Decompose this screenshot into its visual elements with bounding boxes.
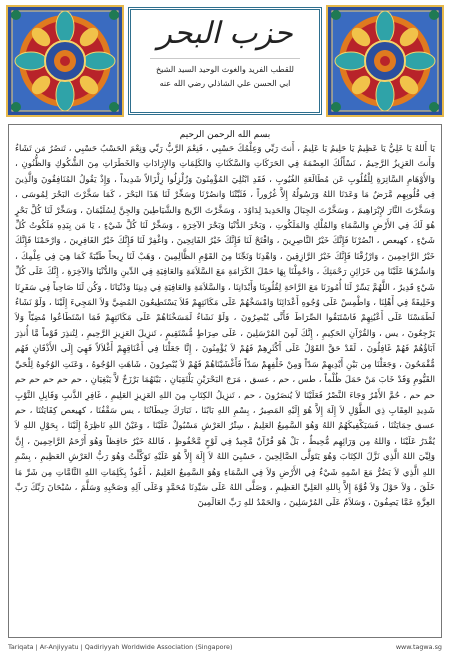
title-box [128,7,322,115]
ornament-medallion-right [326,5,444,117]
footer [8,640,442,654]
ornament-medallion-left [6,5,124,117]
text-frame [8,124,442,638]
prayer-paragraph: يَا أَللهُ يَا عَلِيُّ يَا عَظِيمُ يَا حَلِيمُ يَا عَلِيمُ ، أَنتَ رَبِّي وَعِلْمُكَ حَسْبِي ، فَنِعْمَ الرَّبُّ رَبِّي وَنِعْمَ الحَسْبُ حَسْبِي ، تَنصُرُ مَن تَشَاءُ وَأَنتَ العَزِيزُ الرَّحِيمُ ، نَسْأَلُكَ العِصْمَةَ فِي الحَرَكَاتِ وَالسَّكَنَاتِ وَالكَلِمَاتِ وَالإِرَادَاتِ وَالخَطَرَاتِ مِنَ الشُّكُوكِ وَالظُّنُونِ ، وَالأَوْهَامِ السَّاتِرَةِ لِلْقُلُوبِ عَن مُطَالَعَةِ الغُيُوبِ ، فَقَدِ ابْتُلِيَ المُؤْمِنُونَ وَزُلْزِلُوا زِلْزَالاً شَدِيداً ، وَإِذْ يَقُولُ المُنَافِقُونَ وَالَّذِينَ فِي قُلُوبِهِم مَّرَضٌ مَا وَعَدَنَا اللهُ وَرَسُولُهُ إِلاَّ غُرُوراً ، فَثَبِّتْنَا وَانصُرْنَا وَسَخِّرْ لَنَا هَذَا البَحْرَ ، كَمَا سَخَّرْتَ البَحْرَ لِمُوسَى ، وَسَخَّرْتَ النَّارَ لإِبْرَاهِيمَ ، وَسَخَّرْتَ الجِبَالَ وَالحَدِيدَ لِدَاوُدَ ، وَسَخَّرْتَ الرِّيحَ وَالشَّيَاطِينَ وَالجِنَّ لِسُلَيْمَانَ ، وَسَخِّرْ لَنَا كُلَّ بَحْرٍ هُوَ لَكَ فِي الأَرْضِ وَالسَّمَاءِ وَالمُلْكِ وَالمَلَكُوتِ ، وَبَحْرَ الدُّنْيَا وَبَحْرَ الآخِرَةِ ، وَسَخِّرْ لَنَا كُلَّ شَيْءٍ ، يَا مَن بِيَدِهِ مَلَكُوتُ كُلِّ شَيْءٍ ، كهيعص ، انْصُرْنَا فَإِنَّكَ خَيْرُ النَّاصِرِينَ ، وَافْتَحْ لَنَا فَإِنَّكَ خَيْرُ الفَاتِحِينَ ، وَاغْفِرْ لَنَا فَإِنَّكَ خَيْرُ الغَافِرِينَ ، وَارْحَمْنَا فَإِنَّكَ خَيْرُ الرَّاحِمِينَ ، وَارْزُقْنَا فَإِنَّكَ خَيْرُ الرَّازِقِينَ ، وَاهْدِنَا وَنَجِّنَا مِنَ القَوْمِ الظَّالِمِينَ ، وَهَبْ لَنَا رِيحاً طَيِّبَةً كَمَا هِيَ فِي عِلْمِكَ ، وَانشُرْهَا عَلَيْنَا مِن خَزَائِنِ رَحْمَتِكَ ، وَاحْمِلْنَا بِهَا حَمْلَ الكَرَامَةِ مَعَ السَّلاَمَةِ وَالعَافِيَةِ فِي الدِّينِ وَالدُّنْيَا وَالآخِرَةِ ، إِنَّكَ عَلَى كُلِّ شَيْءٍ قَدِيرٌ ، اللَّهُمَّ يَسِّرْ لَنَا أُمُورَنَا مَعَ الرَّاحَةِ لِقُلُوبِنَا وَأَبْدَانِنَا ، وَالسَّلاَمَةِ وَالعَافِيَةِ فِي دِينِنَا وَدُنْيَانَا ، وَكُن لَنَا صَاحِباً فِي سَفَرِنَا وَخَلِيفَةً فِي أَهْلِنَا ، وَاطْمِسْ عَلَى وُجُوهِ أَعْدَائِنَا وَامْسَخْهُمْ عَلَى مَكَانَتِهِمْ فَلاَ يَسْتَطِيعُونَ المُضِيَّ وَلاَ المَجِيءَ إِلَيْنَا ، وَلَوْ نَشَاءُ لَطَمَسْنَا عَلَى أَعْيُنِهِمْ فَاسْتَبَقُوا الصِّرَاطَ فَأَنَّى يُبْصِرُونَ ، وَلَوْ نَشَاءُ لَمَسَخْنَاهُمْ عَلَى مَكَانَتِهِمْ فَمَا اسْتَطَاعُوا مُضِيّاً وَلاَ يَرْجِعُونَ ، يس ، وَالقُرْآنِ الحَكِيمِ ، إِنَّكَ لَمِنَ المُرْسَلِينَ ، عَلَى صِرَاطٍ مُّسْتَقِيمٍ ، تَنزِيلَ العَزِيزِ الرَّحِيمِ ، لِتُنذِرَ قَوْماً مَّا أُنذِرَ آبَاؤُهُمْ فَهُمْ غَافِلُونَ ، لَقَدْ حَقَّ القَوْلُ عَلَى أَكْثَرِهِمْ فَهُمْ لاَ يُؤْمِنُونَ ، إِنَّا جَعَلْنَا فِي أَعْنَاقِهِمْ أَغْلاَلاً فَهِيَ إِلَى الأَذْقَانِ فَهُم مُّقْمَحُونَ ، وَجَعَلْنَا مِن بَيْنِ أَيْدِيهِمْ سَدّاً وَمِنْ خَلْفِهِمْ سَدّاً فَأَغْشَيْنَاهُمْ فَهُمْ لاَ يُبْصِرُونَ ، شَاهَتِ الوُجُوهُ ، وَعَنَتِ الوُجُوهُ لِلْحَيِّ القَيُّومِ وَقَدْ خَابَ مَنْ حَمَلَ ظُلْماً ، طس ، حم ، عسق ، مَرَجَ البَحْرَيْنِ يَلْتَقِيَانِ ، بَيْنَهُمَا بَرْزَخٌ لاَّ يَبْغِيَانِ ، حم حم حم حم حم حم حم ، حُمَّ الأَمْرُ وَجَاءَ النَّصْرُ فَعَلَيْنَا لاَ يُنصَرُونَ ، حم ، تَنزِيلُ الكِتَابِ مِنَ اللهِ العَزِيزِ العَلِيمِ ، غَافِرِ الذَّنبِ وَقَابِلِ التَّوْبِ شَدِيدِ العِقَابِ ذِي الطَّوْلِ لاَ إِلَهَ إِلاَّ هُوَ إِلَيْهِ المَصِيرُ ، بِسْمِ اللهِ بَابُنَا ، تَبَارَكَ حِيطَانُنَا ، يس سَقْفُنَا ، كهيعص كِفَايَتُنَا ، حم عسق حِمَايَتُنَا ، فَسَيَكْفِيكَهُمُ اللهُ وَهُوَ السَّمِيعُ العَلِيمُ ، سِتْرُ العَرْشِ مَسْبُولٌ عَلَيْنَا ، وَعَيْنُ اللهِ نَاظِرَةٌ إِلَيْنَا ، بِحَوْلِ اللهِ لاَ يُقْدَرُ عَلَيْنَا ، وَاللهُ مِن وَرَائِهِم مُّحِيطٌ ، بَلْ هُوَ قُرْآنٌ مَّجِيدٌ فِي لَوْحٍ مَّحْفُوظٍ ، فَاللهُ خَيْرٌ حَافِظاً وَهُوَ أَرْحَمُ الرَّاحِمِينَ ، إِنَّ وَلِيِّيَ اللهُ الَّذِي نَزَّلَ الكِتَابَ وَهُوَ يَتَوَلَّى الصَّالِحِينَ ، حَسْبِيَ اللهُ لاَ إِلَهَ إِلاَّ هُوَ عَلَيْهِ تَوَكَّلْتُ وَهُوَ رَبُّ العَرْشِ العَظِيمِ ، بِسْمِ اللهِ الَّذِي لاَ يَضُرُّ مَعَ اسْمِهِ شَيْءٌ فِي الأَرْضِ وَلاَ فِي السَّمَاءِ وَهُوَ السَّمِيعُ العَلِيمُ ، أَعُوذُ بِكَلِمَاتِ اللهِ التَّامَّاتِ مِن شَرِّ مَا خَلَقَ ، وَلاَ حَوْلَ وَلاَ قُوَّةَ إِلاَّ بِاللهِ العَلِيِّ العَظِيمِ ، وَصَلَّى اللهُ عَلَى سَيِّدِنَا مُحَمَّدٍ وَعَلَى آلِهِ وَصَحْبِهِ وَسَلَّمَ ، سُبْحَانَ رَبِّكَ رَبِّ العِزَّةِ عَمَّا يَصِفُونَ ، وَسَلاَمٌ عَلَى المُرْسَلِينَ ، وَالحَمْدُ للهِ رَبِّ العَالَمِينَ [15,144,435,509]
footer-credit: Tariqata | Ar-Anjiyyatu | Qadiriyyah Worldwide Association (Singapore) [8,643,233,651]
bismillah-heading: بسم الله الرحمن الرحيم [179,130,271,140]
header [6,5,444,117]
page-title: حزب البحر [157,16,293,51]
prayer-body [9,141,441,512]
footer-website-link[interactable]: www.tagwa.sg [395,643,442,651]
subtitle-line-1: للقطب الفريد والغوث الوحيد السيد الشيخ [156,65,294,74]
subtitle-line-2: ابي الحسن علي الشاذلي رضي الله عنه [159,79,291,88]
title-divider [150,58,300,59]
